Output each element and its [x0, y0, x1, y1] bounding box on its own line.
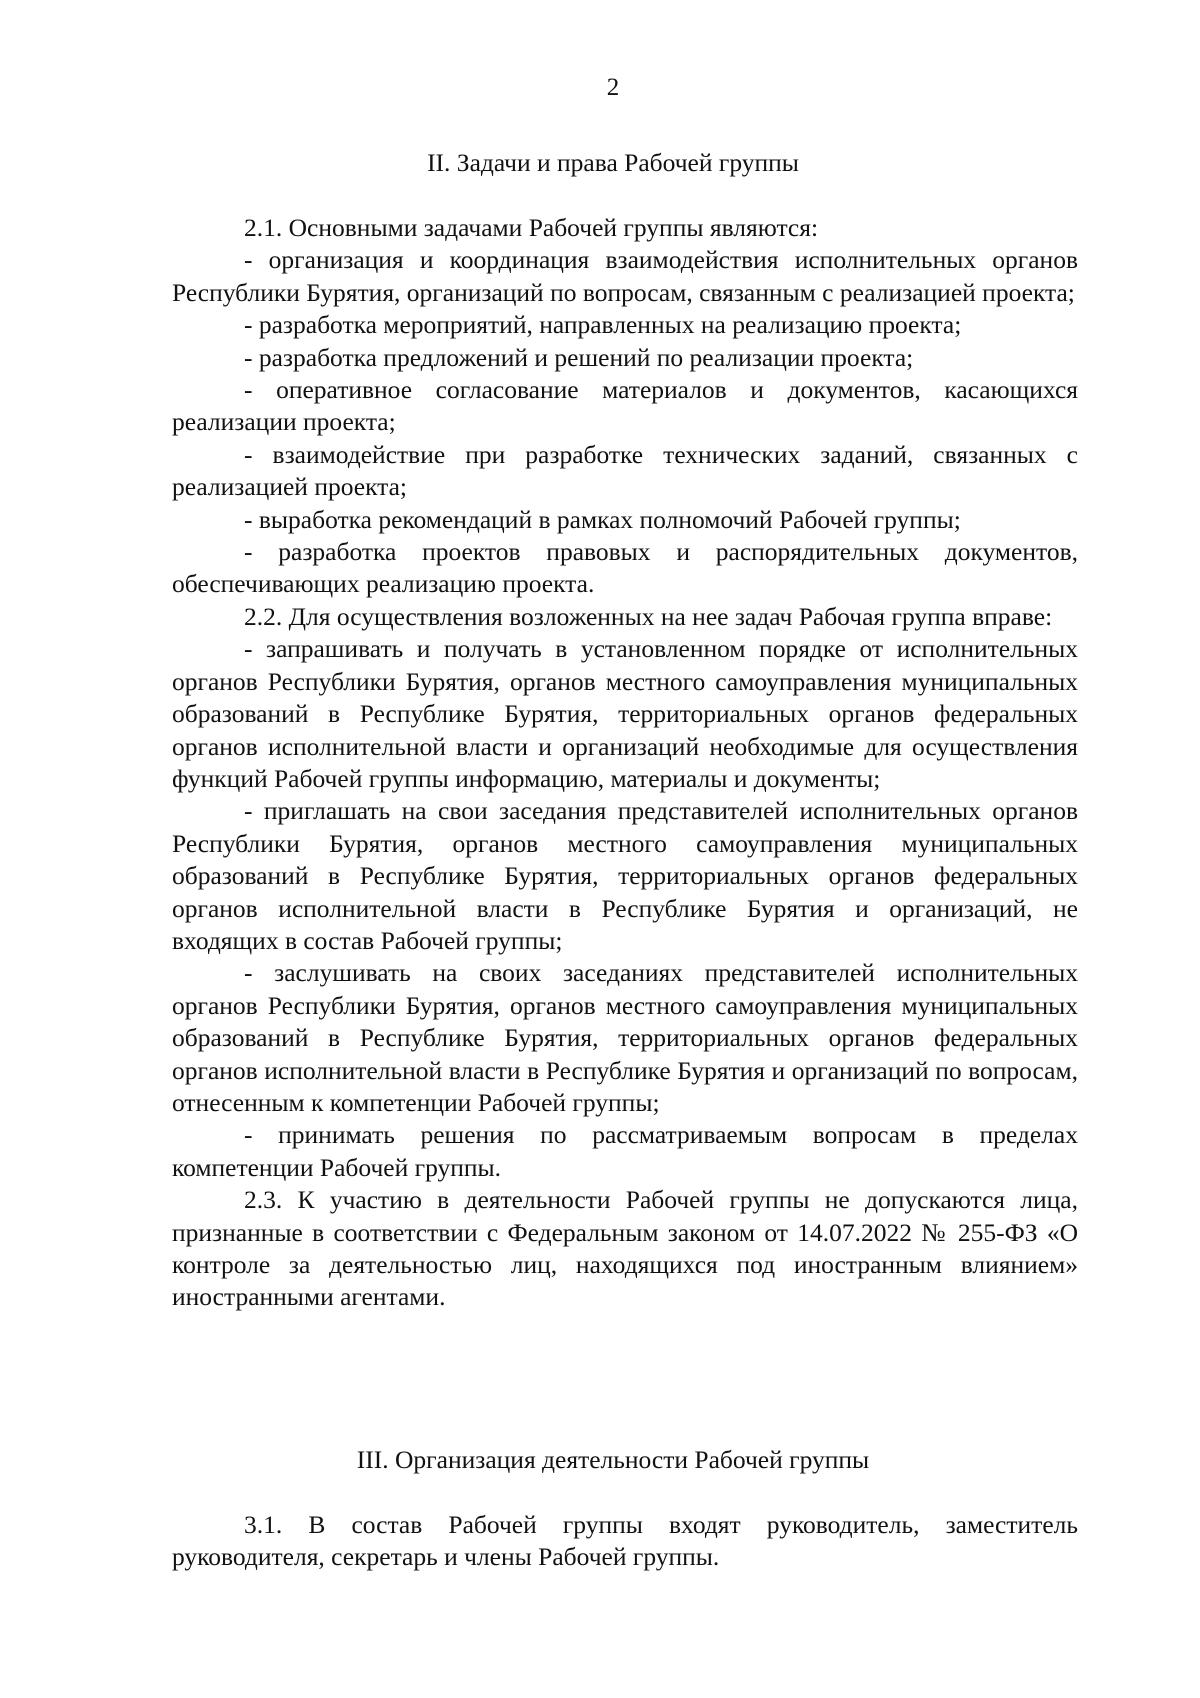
page-number: 2 — [606, 74, 620, 101]
list-item: - заслушивать на своих заседаниях представителей исполнительных органов Республики Бурятия, органов местного самоуправления муниципальных образований в Республике Бурятия, территориальных органов федеральных органов исполнительной власти в Республике Бурятия и организаций по вопросам, отнесенным к компетенции Рабочей группы; — [172, 958, 1078, 1117]
paragraph-2-2: 2.2. Для осуществления возложенных на нее задач Рабочая группа вправе: — [244, 601, 1053, 631]
section-3-title: III. Организация деятельности Рабочей группы — [356, 1445, 870, 1474]
list-item: - разработка мероприятий, направленных на реализацию проекта; — [244, 310, 962, 340]
section-2-title: II. Задачи и права Рабочей группы — [427, 148, 799, 177]
list-item: - взаимодействие при разработке технических заданий, связанных с реализацией проекта; — [172, 439, 1078, 502]
list-item: - оперативное согласование материалов и документов, касающихся реализации проекта; — [172, 375, 1078, 437]
section-3-body — [172, 1509, 1078, 1574]
section-2-body — [172, 212, 1078, 1314]
list-item: - разработка предложений и решений по реализации проекта; — [244, 342, 914, 372]
list-item: - запрашивать и получать в установленном порядке от исполнительных органов Республики Бурятия, органов местного самоуправления муниципальных образований в Республике Бурятия, территориальных органов федеральных органов исполнительной власти и организаций необходимые для осуществления функций Рабочей группы информацию, материалы и документы; — [172, 634, 1078, 793]
list-item: - организация и координация взаимодействия исполнительных органов Республики Бурятия, организаций по вопросам, связанным с реализацией проекта; — [172, 245, 1078, 307]
list-item: - разработка проектов правовых и распорядительных документов, обеспечивающих реализацию проекта. — [172, 537, 1078, 599]
paragraph-2-3: 2.3. К участию в деятельности Рабочей группы не допускаются лица, признанные в соответствии с Федеральным законом от 14.07.2022 № 255-ФЗ «О контроле за деятельностью лиц, находящихся под иностранным влиянием» иностранными агентами. — [172, 1185, 1078, 1312]
list-item: - принимать решения по рассматриваемым вопросам в пределах компетенции Рабочей группы. — [172, 1120, 1078, 1182]
list-item: - приглашать на свои заседания представителей исполнительных органов Республики Бурятия, органов местного самоуправления муниципальных образований в Республике Бурятия, территориальных органов федеральных органов исполнительной власти в Республике Бурятия и организаций, не входящих в состав Рабочей группы; — [172, 796, 1078, 955]
paragraph-3-1: 3.1. В состав Рабочей группы входят руководитель, заместитель руководителя, секретарь и члены Рабочей группы. — [172, 1510, 1078, 1572]
list-item: - выработка рекомендаций в рамках полномочий Рабочей группы; — [244, 504, 961, 534]
paragraph-2-1: 2.1. Основными задачами Рабочей группы являются: — [244, 213, 819, 242]
